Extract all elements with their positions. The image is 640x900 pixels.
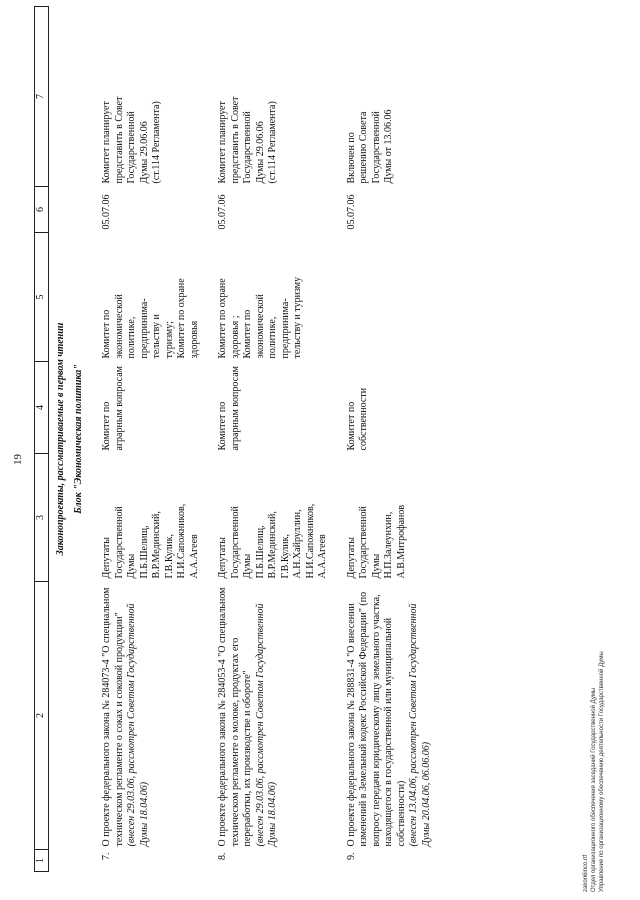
status-line: Комитет планирует <box>101 101 112 184</box>
author-line: П.Б.Шелищ, <box>138 525 150 579</box>
status-cell <box>95 7 211 187</box>
column-header: 2 <box>35 582 49 850</box>
block-title-row <box>70 7 96 872</box>
footer <box>582 651 606 892</box>
table-row <box>95 7 211 872</box>
row-number: 9. <box>345 852 357 860</box>
bill-note: (внесен 29.03.06, рассмотрен Советом Государственной Думы 18.04.06) <box>254 603 278 847</box>
status-line: Государственной <box>370 111 382 184</box>
author-line: В.Р.Мединский, <box>151 511 162 579</box>
co-committee-line: экономической <box>113 294 125 359</box>
author-line: Депутаты <box>217 537 228 579</box>
section-title-row <box>49 7 70 872</box>
bill-title: О проекте федерального закона № 284053-4 "О специальном техническом регламенте о молоке, продуктах его переработки, их производстве и обороте" <box>217 587 253 847</box>
status-line: (ст.114 Регламента) <box>267 101 278 184</box>
status-line: Думы 29.06.06 <box>254 121 266 184</box>
co-committee-line: политике, <box>126 316 137 359</box>
co-committee-line: здоровья ; <box>229 315 241 359</box>
author-line: Думы <box>126 553 137 579</box>
author-line: Государственной <box>113 506 125 579</box>
author-line: Думы <box>242 553 253 579</box>
authors-cell <box>211 454 340 582</box>
bills-table <box>34 6 443 872</box>
status-line: Думы 29.06.06 <box>138 121 150 184</box>
co-committee-line: экономической <box>254 294 266 359</box>
co-committee-line: предпринима- <box>138 298 150 359</box>
committee-cell: Комитет по аграрным вопросам <box>101 366 125 451</box>
co-committee-line: тельству и <box>151 314 162 359</box>
status-line: (ст.114 Регламента) <box>151 101 162 184</box>
author-line: Депутаты <box>345 537 357 579</box>
bill-title: О проекте федерального закона № 284073-4 "О специальном техническом регламенте о соках и соковой продукции" <box>101 587 125 847</box>
status-cell <box>340 7 444 187</box>
bill-title: О проекте федерального закона № 288831-4 "О внесении изменений в Земельный кодекс Российской Федерации" (по вопросу передачи юридическому лицу земельного участка, находящегося в государственной или муниципальной собственности) <box>345 591 407 847</box>
co-committee-line: Комитет по <box>101 309 112 359</box>
section-title: Законопроекты, рассматриваемые в первом чтении <box>55 322 66 556</box>
status-line: Комитет планирует <box>217 101 228 184</box>
author-line: Н.П.Залеунхин, <box>383 511 394 579</box>
status-line: Государственной <box>126 111 137 184</box>
status-line: Думы от 13.06.06 <box>383 109 394 184</box>
column-header: 7 <box>35 7 49 187</box>
status-line: Включен по <box>345 132 357 184</box>
author-line: Государственной <box>229 506 241 579</box>
author-line: Н.И.Сапожников, <box>304 503 316 579</box>
co-committee-line: политике, <box>267 316 278 359</box>
co-committees-cell <box>211 233 340 362</box>
table-row <box>340 7 444 872</box>
date-cell: 05.07.06 <box>101 194 112 230</box>
co-committee-line: здоровья <box>188 320 200 359</box>
column-header: 6 <box>35 187 49 233</box>
co-committees-cell <box>340 233 444 362</box>
co-committee-line: Комитет по охране <box>217 278 228 359</box>
footer-dept1: Отдел организационного обеспечения заседаний Государственной Думы <box>591 687 597 892</box>
committee-cell: Комитет по аграрным вопросам <box>217 366 241 451</box>
co-committee-line: тельству и туризму <box>292 276 303 359</box>
author-line: Г.В.Кулик, <box>279 533 291 579</box>
status-line: Государственной <box>242 111 253 184</box>
authors-cell <box>95 454 211 582</box>
bill-note: (внесен 13.04.06, рассмотрен Советом Государственной Думы 20.04.06, 06.06.06) <box>408 603 432 847</box>
co-committee-line: предпринима- <box>279 298 291 359</box>
status-cell <box>211 7 340 187</box>
author-line: Депутаты <box>101 537 112 579</box>
author-line: А.Н.Хайруллин, <box>292 509 303 579</box>
status-line: решению Совета <box>358 111 369 184</box>
author-line: Г.В.Кулик, <box>163 533 175 579</box>
column-header: 5 <box>35 233 49 362</box>
author-line: Н.И.Сапожников, <box>176 503 187 579</box>
author-line: Думы <box>370 553 382 579</box>
status-line: представить в Совет <box>113 96 125 184</box>
table-row <box>211 7 340 872</box>
date-cell: 05.07.06 <box>217 194 228 230</box>
footer-file: zakon6inco.rtf <box>583 854 589 892</box>
author-line: П.Б.Шелищ, <box>254 525 266 579</box>
page-number: 19 <box>12 454 24 465</box>
status-line: представить в Совет <box>229 96 241 184</box>
bill-cell <box>211 582 340 850</box>
row-number: 7. <box>101 852 112 860</box>
bill-cell <box>340 582 444 850</box>
date-cell: 05.07.06 <box>345 194 357 230</box>
column-header: 3 <box>35 454 49 582</box>
author-line: Государственной <box>358 506 369 579</box>
row-number: 8. <box>217 852 228 860</box>
author-line: А.В.Митрофанов <box>395 504 407 579</box>
co-committees-cell <box>95 233 211 362</box>
column-header: 4 <box>35 362 49 454</box>
bill-cell <box>95 582 211 850</box>
author-line: А.А.Агеев <box>317 534 328 579</box>
column-header: 1 <box>35 850 49 872</box>
footer-dept2: Управление по организационному обеспечению деятельности Государственной Думы <box>599 651 605 892</box>
author-line: А.А.Агеев <box>188 534 200 579</box>
co-committee-line: Комитет по охране <box>176 278 187 359</box>
bill-note: (внесен 29.03.06, рассмотрен Советом Государственной Думы 18.04.06) <box>126 603 150 847</box>
committee-cell: Комитет по собственности <box>345 387 369 451</box>
block-title: Блок "Экономическая политика" <box>72 364 84 514</box>
authors-cell <box>340 454 444 582</box>
co-committee-line: туризму; <box>163 321 175 359</box>
author-line: В.Р.Мединский, <box>267 511 278 579</box>
co-committee-line: Комитет по <box>242 309 253 359</box>
table-header-row <box>35 7 49 872</box>
